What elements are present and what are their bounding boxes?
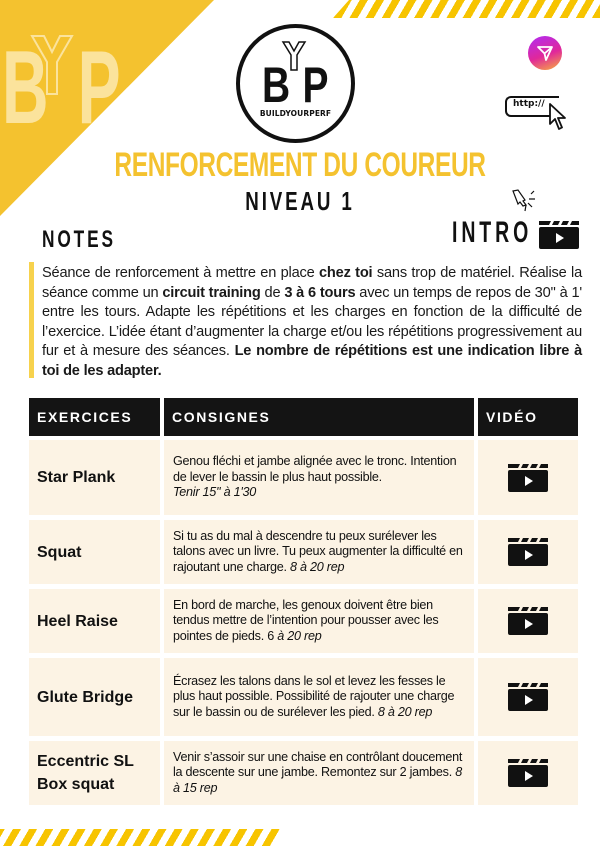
- video-button[interactable]: [478, 440, 578, 515]
- page-title: RENFORCEMENT DU COUREUR: [114, 146, 486, 184]
- svg-text:B: B: [2, 30, 49, 128]
- exercise-name: Eccentric SL Box squat: [29, 741, 160, 805]
- svg-text:P: P: [302, 56, 329, 106]
- exercise-instructions: [164, 440, 474, 515]
- video-button[interactable]: [478, 589, 578, 653]
- logo-caption: BUILDYOURPERF: [259, 109, 332, 118]
- notes-body: [42, 264, 582, 381]
- video-button[interactable]: [478, 658, 578, 736]
- video-clapper-icon: [507, 606, 549, 636]
- notes-text-emphasis: 3 à 6 tours: [284, 284, 356, 301]
- url-label: http://: [513, 99, 545, 109]
- notes-text-segment: Séance de renforcement à mettre en place: [42, 265, 320, 281]
- notes-text-segment: sans trop de matériel. Réalise la séance comme un: [42, 265, 582, 301]
- video-clapper-icon: [507, 537, 549, 567]
- notes-text-segment: de: [260, 284, 285, 301]
- video-clapper-icon: [507, 463, 549, 493]
- reps-text: à 20 rep: [277, 628, 322, 643]
- page-subtitle: NIVEAU 1: [245, 186, 355, 216]
- exercise-instructions: [164, 589, 474, 653]
- website-link-button[interactable]: [505, 94, 571, 134]
- cursor-icon: [548, 102, 570, 132]
- exercise-name: Glute Bridge: [29, 658, 160, 736]
- exercise-table: [29, 398, 578, 810]
- intro-video-button[interactable]: [538, 220, 580, 255]
- instruction-text: Venir s’assoir sur une chaise en contrôlant doucement la descente sur une jambe. Remontez sur 2 jambes.: [173, 749, 463, 780]
- video-clapper-icon: [507, 758, 549, 788]
- reps-text: 8 à 15 rep: [173, 765, 462, 795]
- column-header-exercices: EXERCICES: [29, 398, 160, 436]
- exercise-name: Heel Raise: [29, 589, 160, 653]
- table-row: [29, 440, 578, 515]
- notes-text-emphasis: chez toi: [319, 265, 373, 281]
- notes-heading: NOTES: [42, 226, 116, 253]
- byp-monogram-icon: [262, 40, 330, 106]
- notes-accent-bar: [29, 262, 34, 378]
- instruction-text: Écrasez les talons dans le sol et levez les fesses le plus haut possible. Possibilité de rajouter une charge sur le bassin ou de surélever les pied.: [173, 673, 455, 719]
- column-header-consignes: CONSIGNES: [164, 398, 474, 436]
- video-clapper-icon: [538, 220, 580, 250]
- click-icon: [510, 188, 538, 214]
- column-header-video: VIDÉO: [478, 398, 578, 436]
- exercise-instructions: [164, 658, 474, 736]
- corner-logo-watermark: [2, 28, 132, 128]
- send-icon: [536, 44, 554, 62]
- notes-text-emphasis: circuit training: [162, 284, 261, 301]
- table-row: [29, 520, 578, 584]
- video-clapper-icon: [507, 682, 549, 712]
- video-button[interactable]: [478, 520, 578, 584]
- instruction-text: Genou fléchi et jambe alignée avec le tronc. Intention de lever le bassin le plus haut possible.: [173, 454, 457, 484]
- decorative-stripes-top: [333, 0, 600, 18]
- table-row: [29, 741, 578, 805]
- brand-logo[interactable]: [236, 24, 355, 143]
- social-link-button[interactable]: [528, 36, 562, 70]
- exercise-instructions: [164, 741, 474, 805]
- exercise-name: Squat: [29, 520, 160, 584]
- instruction-text: Si tu as du mal à descendre tu peux surélever les talons avec un livre. Tu peux augmenter la difficulté en rajoutant une charge.: [173, 528, 463, 574]
- exercise-instructions: [164, 520, 474, 584]
- reps-text: Tenir 15'' à 1'30: [173, 485, 257, 500]
- notes-text-segment: avec un temps de repos de 30'' à 1' entre les tours. Adapte les répétitions et les charges en fonction de la difficulté de l’exercice. L’idée étant d’augmenter la charge et/ou les répétitions progressivement au fur et à mesure des séances.: [42, 284, 582, 359]
- reps-text: 8 à 20 rep: [290, 559, 345, 574]
- table-row: [29, 658, 578, 736]
- reps-text: 8 à 20 rep: [377, 704, 433, 719]
- video-button[interactable]: [478, 741, 578, 805]
- exercise-name: Star Plank: [29, 440, 160, 515]
- table-row: [29, 589, 578, 653]
- decorative-stripes-bottom: [0, 829, 286, 846]
- svg-text:P: P: [77, 30, 121, 128]
- instruction-text: En bord de marche, les genoux doivent être bien tendus mettre de l’intention pour pousser avec les pointes de pieds. 6: [173, 597, 439, 643]
- table-header: [29, 398, 578, 436]
- intro-heading: INTRO: [452, 216, 533, 249]
- svg-text:B: B: [262, 56, 291, 106]
- notes-text-emphasis: Le nombre de répétitions est une indication libre à toi de les adapter.: [42, 343, 582, 379]
